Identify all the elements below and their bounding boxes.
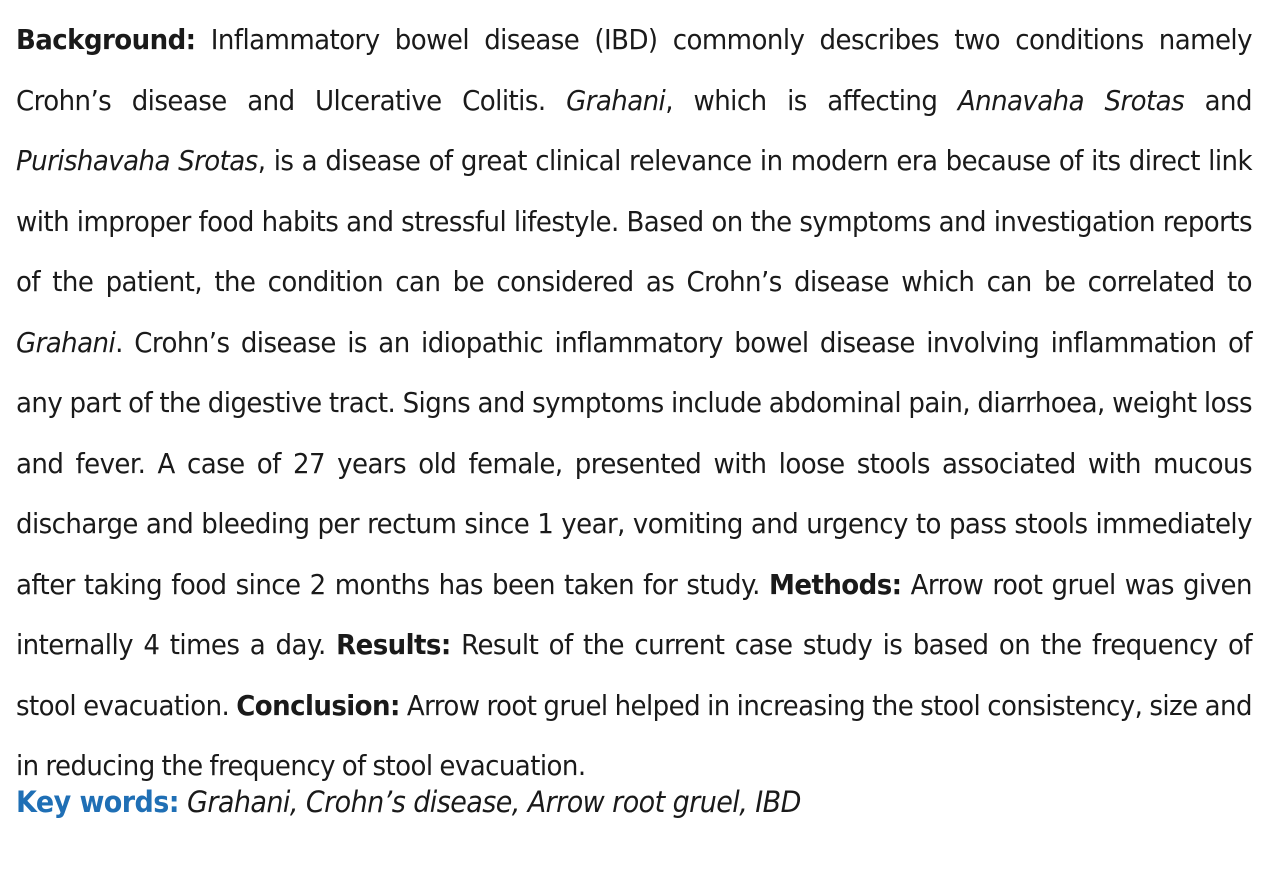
keywords-label: Key words: [16,785,179,819]
results-label: Results: [336,628,451,661]
background-text: , is a disease of great clinical relevance in modern era because of its direct link with improper food habits and stressful lifestyle. Based on the symptoms and investigation reports of the patient, the condition can be considered as Crohn’s disease which can be correlated to [16,144,1252,298]
background-label: Background: [16,23,196,56]
abstract-page [16,10,1252,819]
methods-label: Methods: [768,567,902,601]
background-text: . Crohn’s disease is an idiopathic inflammatory bowel disease involving inflammation of any part of the digestive tract. Signs and symptoms include abdominal pain, diarrhoea, weight loss and fever. A case of 27 years old female, presented with loose stools associated with mucous discharge and bleeding per rectum since 1 year, vomiting and urgency to pass stools immediately after taking food since 2 months has been taken for study. [16,325,1252,601]
conclusion-label: Conclusion: [236,688,400,722]
grahani-term: Grahani [566,83,666,117]
conclusion-text: Arrow root gruel helped in increasing the stool consistency, size and in reducing the frequency of stool evacuation. [16,688,1252,782]
keywords-line [16,782,801,822]
background-text: and [1204,83,1252,117]
background-text: , which is affecting [665,83,938,117]
methods-text: Arrow root gruel was given internally 4 times a day. [16,567,1252,661]
keywords-text: Grahani, Crohn’s disease, Arrow root gruel, IBD [187,785,801,819]
annavaha-srotas-term: Annavaha Srotas [957,83,1185,117]
abstract-paragraph [16,10,1252,797]
background-text: Inflammatory bowel disease (IBD) commonly describes two conditions namely Crohn’s disease and Ulcerative Colitis. [16,23,1252,117]
purishavaha-srotas-term: Purishavaha Srotas [16,144,258,177]
grahani-term: Grahani [16,325,116,359]
results-text: Result of the current case study is based on the frequency of stool evacuation. [16,628,1252,722]
